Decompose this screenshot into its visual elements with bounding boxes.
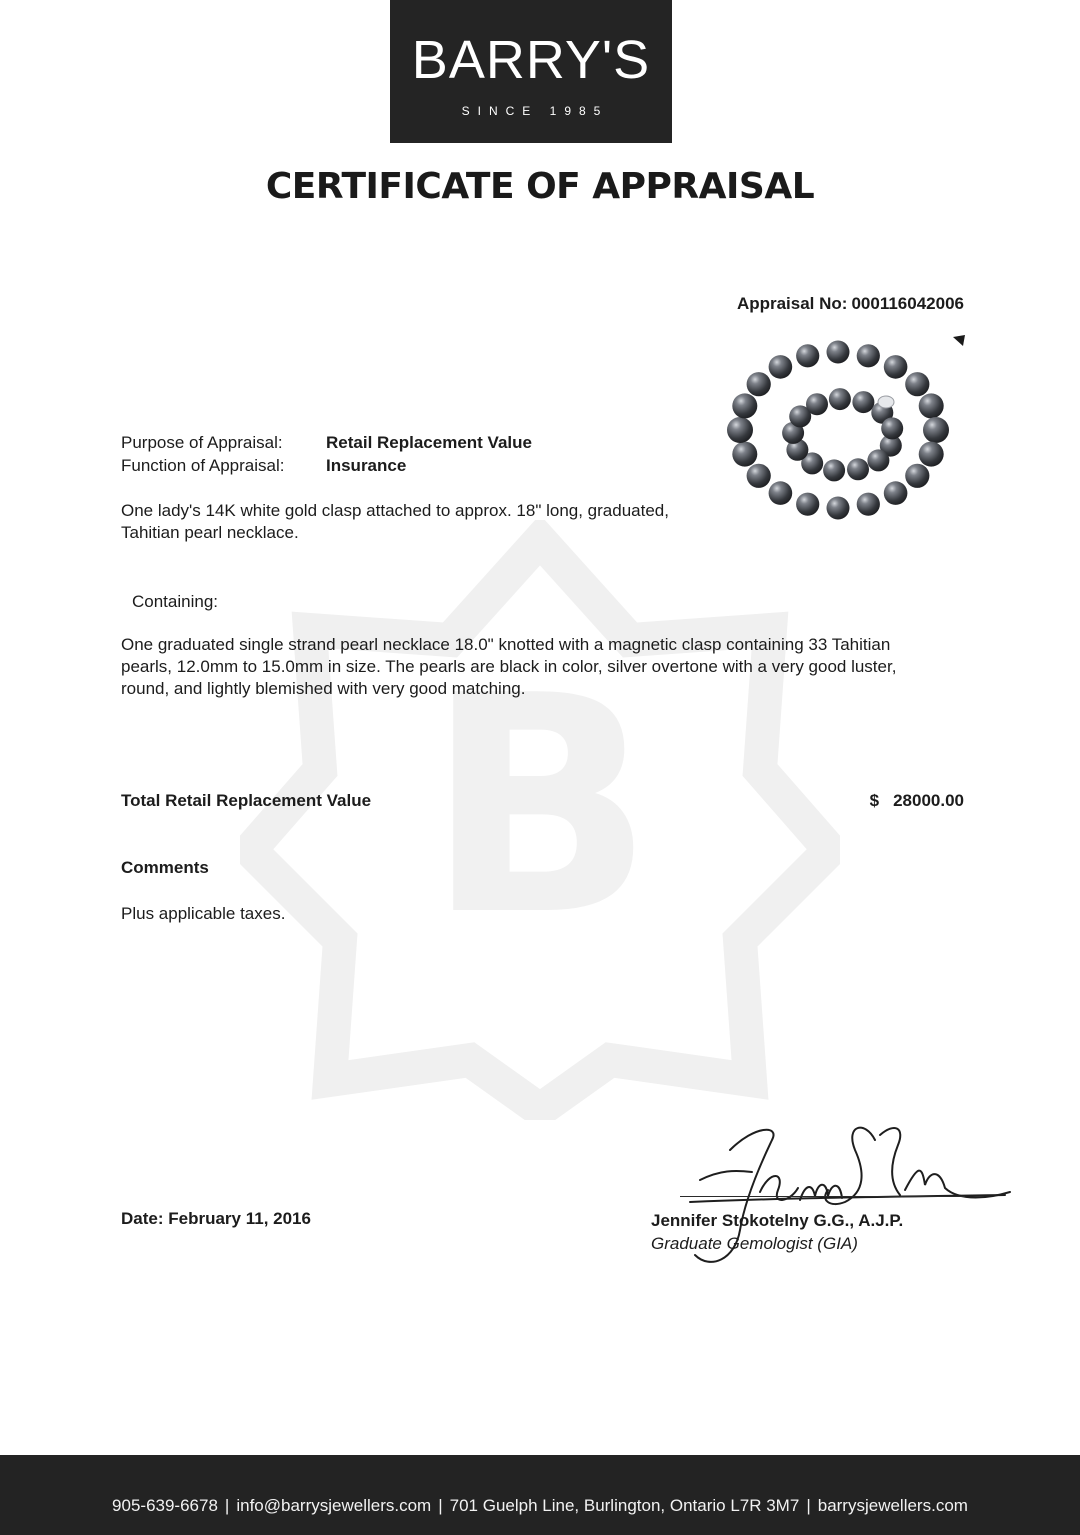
appraisal-number-value: 000116042006 <box>851 294 964 313</box>
signature-text: Jenn Sto <box>660 1110 664 1111</box>
pearl <box>732 393 757 418</box>
containing-label: Containing: <box>132 592 219 611</box>
signer-title: Graduate Gemologist (GIA) <box>651 1234 858 1253</box>
pearl <box>796 344 819 367</box>
logo-since: SINCE 1985 <box>461 104 609 118</box>
pearl <box>796 493 819 516</box>
footer-bar <box>0 1455 1080 1535</box>
footer-address: 701 Guelph Line, Burlington, Ontario L7R 3M7 <box>449 1496 800 1515</box>
pearl <box>727 417 753 443</box>
watermark-emblem <box>240 520 840 1120</box>
footer-phone: 905-639-6678 <box>112 1496 218 1515</box>
brand-logo <box>390 0 672 143</box>
pearl <box>847 458 869 480</box>
purpose-label: Purpose of Appraisal: <box>121 433 283 452</box>
date-label: Date: <box>121 1209 164 1228</box>
pearl <box>827 497 850 520</box>
pearl <box>806 393 828 415</box>
function-row <box>121 455 406 477</box>
pearl <box>857 344 880 367</box>
purpose-value: Retail Replacement Value <box>326 433 532 452</box>
function-label: Function of Appraisal: <box>121 456 285 475</box>
pearl <box>732 442 757 467</box>
appraisal-number <box>737 293 964 315</box>
signer-name: Jennifer Stokotelny G.G., A.J.P. <box>651 1211 904 1230</box>
pearl <box>823 459 845 481</box>
function-value: Insurance <box>326 456 407 475</box>
clasp <box>878 396 894 408</box>
total-value: 28000.00 <box>893 791 964 810</box>
pearl <box>923 417 949 443</box>
pearl <box>884 355 908 379</box>
total-currency: $ <box>869 791 880 810</box>
date-value: February 11, 2016 <box>168 1209 311 1228</box>
pearl-necklace-photo <box>718 330 958 530</box>
comments-heading: Comments <box>121 858 209 877</box>
signature-line <box>680 1196 965 1197</box>
appraisal-date <box>121 1208 311 1230</box>
logo-name: BARRY'S <box>411 30 651 90</box>
pearl <box>827 341 850 364</box>
item-description: One lady's 14K white gold clasp attached to approx. 18" long, graduated, Tahitian pearl necklace. <box>121 501 669 542</box>
page-title: CERTIFICATE OF APPRAISAL <box>265 166 815 207</box>
pearl <box>829 388 851 410</box>
item-details: One graduated single strand pearl necklace 18.0" knotted with a magnetic clasp containing 33 Tahitian pearls, 12.0mm to 15.0mm in size. The pearls are black in color, silver overtone with a very good luster, round, and lightly blemished with very good matching. <box>121 635 897 698</box>
appraisal-number-label: Appraisal No: <box>736 294 848 313</box>
pearl <box>747 372 771 396</box>
footer-email[interactable]: info@barrysjewellers.com <box>236 1496 432 1515</box>
footer-website[interactable]: barrysjewellers.com <box>817 1496 968 1515</box>
footer-contact: 905-639-6678 | info@barrysjewellers.com | 701 Guelph Line, Burlington, Ontario L7R 3M7 | barrysjewellers.com <box>112 1496 968 1515</box>
pearl <box>867 449 889 471</box>
watermark-letter: B <box>425 632 655 981</box>
pearl <box>881 417 903 439</box>
pearl <box>857 493 880 516</box>
pearl <box>852 391 874 413</box>
pearl <box>769 481 793 505</box>
pearl <box>905 372 929 396</box>
pearl <box>905 464 929 488</box>
pearl <box>919 442 944 467</box>
purpose-row <box>121 432 532 454</box>
pearl <box>919 393 944 418</box>
pearl <box>884 481 908 505</box>
pearl <box>747 464 771 488</box>
pearl <box>769 355 793 379</box>
comments-text: Plus applicable taxes. <box>121 904 286 923</box>
total-label: Total Retail Replacement Value <box>121 791 372 810</box>
total-amount <box>870 790 964 812</box>
